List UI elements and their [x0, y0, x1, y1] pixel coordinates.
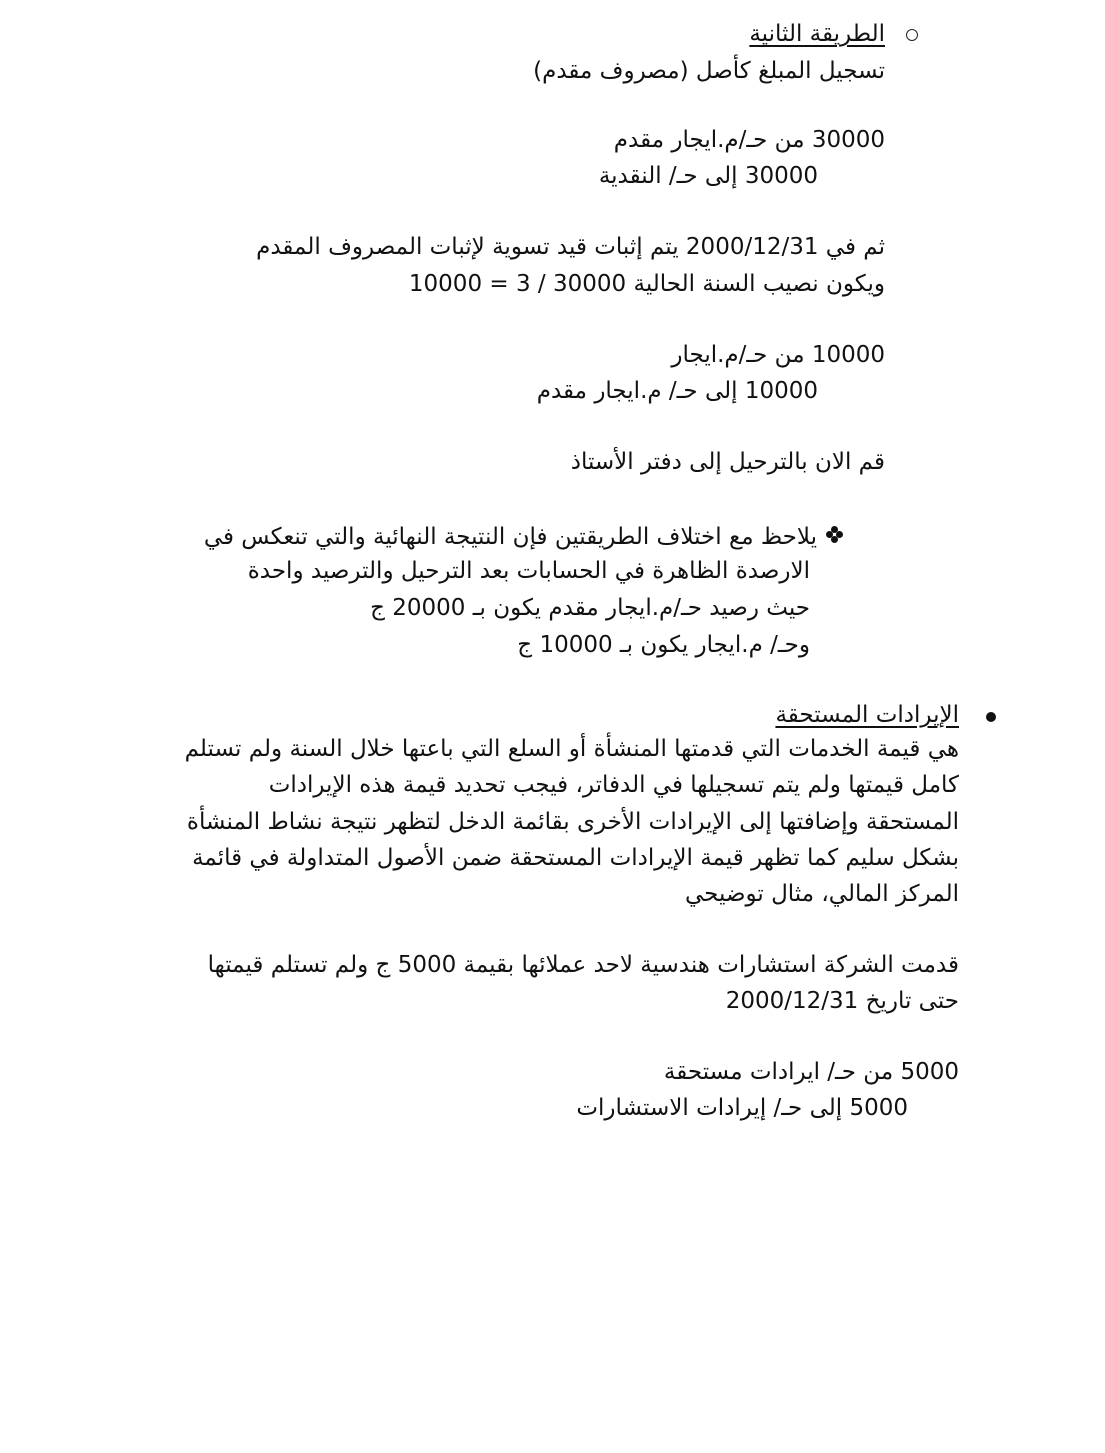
- section-subheading: تسجيل المبلغ كأصل (مصروف مقدم): [533, 58, 885, 84]
- journal-entry-debit: 5000 من حـ/ ايرادات مستحقة: [663, 1059, 959, 1085]
- definition-line: المركز المالي، مثال توضيحي: [684, 881, 959, 907]
- adjustment-text-line: ويكون نصيب السنة الحالية 30000 / 3 = 10000: [408, 271, 885, 297]
- section-heading-accrued-revenues: الإيرادات المستحقة: [775, 702, 959, 728]
- definition-line: بشكل سليم كما تظهر قيمة الإيرادات المستحقة ضمن الأصول المتداولة في قائمة: [192, 845, 959, 871]
- note-line: يلاحظ مع اختلاف الطريقتين فإن النتيجة النهائية والتي تنعكس في: [203, 524, 817, 550]
- adjustment-text-line: ثم في 2000/12/31 يتم إثبات قيد تسوية لإثبات المصروف المقدم: [256, 234, 885, 260]
- section-heading-second-method: الطريقة الثانية: [749, 21, 885, 47]
- instruction-text: قم الان بالترحيل إلى دفتر الأستاذ: [570, 449, 885, 475]
- example-line: قدمت الشركة استشارات هندسية لاحد عملائها بقيمة 5000 ج ولم تستلم قيمتها: [207, 952, 959, 978]
- solid-circle-bullet-icon: [986, 712, 996, 722]
- journal-entry-debit: 10000 من حـ/م.ايجار: [671, 342, 885, 368]
- note-line: الارصدة الظاهرة في الحسابات بعد الترحيل والترصيد واحدة: [247, 558, 810, 584]
- hollow-circle-bullet-icon: [906, 29, 918, 41]
- journal-entry-credit: 10000 إلى حـ/ م.ايجار مقدم: [536, 378, 818, 404]
- definition-line: هي قيمة الخدمات التي قدمتها المنشأة أو السلع التي باعتها خلال السنة ولم تستلم: [184, 736, 959, 762]
- example-line: حتى تاريخ 2000/12/31: [725, 988, 959, 1014]
- journal-entry-debit: 30000 من حـ/م.ايجار مقدم: [613, 127, 885, 153]
- definition-line: المستحقة وإضافتها إلى الإيرادات الأخرى بقائمة الدخل لتظهر نتيجة نشاط المنشأة: [186, 809, 959, 835]
- note-line: وحـ/ م.ايجار يكون بـ 10000 ج: [517, 632, 810, 658]
- note-line: حيث رصيد حـ/م.ايجار مقدم يكون بـ 20000 ج: [370, 595, 810, 621]
- four-dot-diamond-bullet-icon: [826, 526, 844, 544]
- definition-line: كامل قيمتها ولم يتم تسجيلها في الدفاتر، فيجب تحديد قيمة هذه الإيرادات: [268, 772, 959, 798]
- journal-entry-credit: 5000 إلى حـ/ إيرادات الاستشارات: [576, 1095, 908, 1121]
- journal-entry-credit: 30000 إلى حـ/ النقدية: [598, 163, 818, 189]
